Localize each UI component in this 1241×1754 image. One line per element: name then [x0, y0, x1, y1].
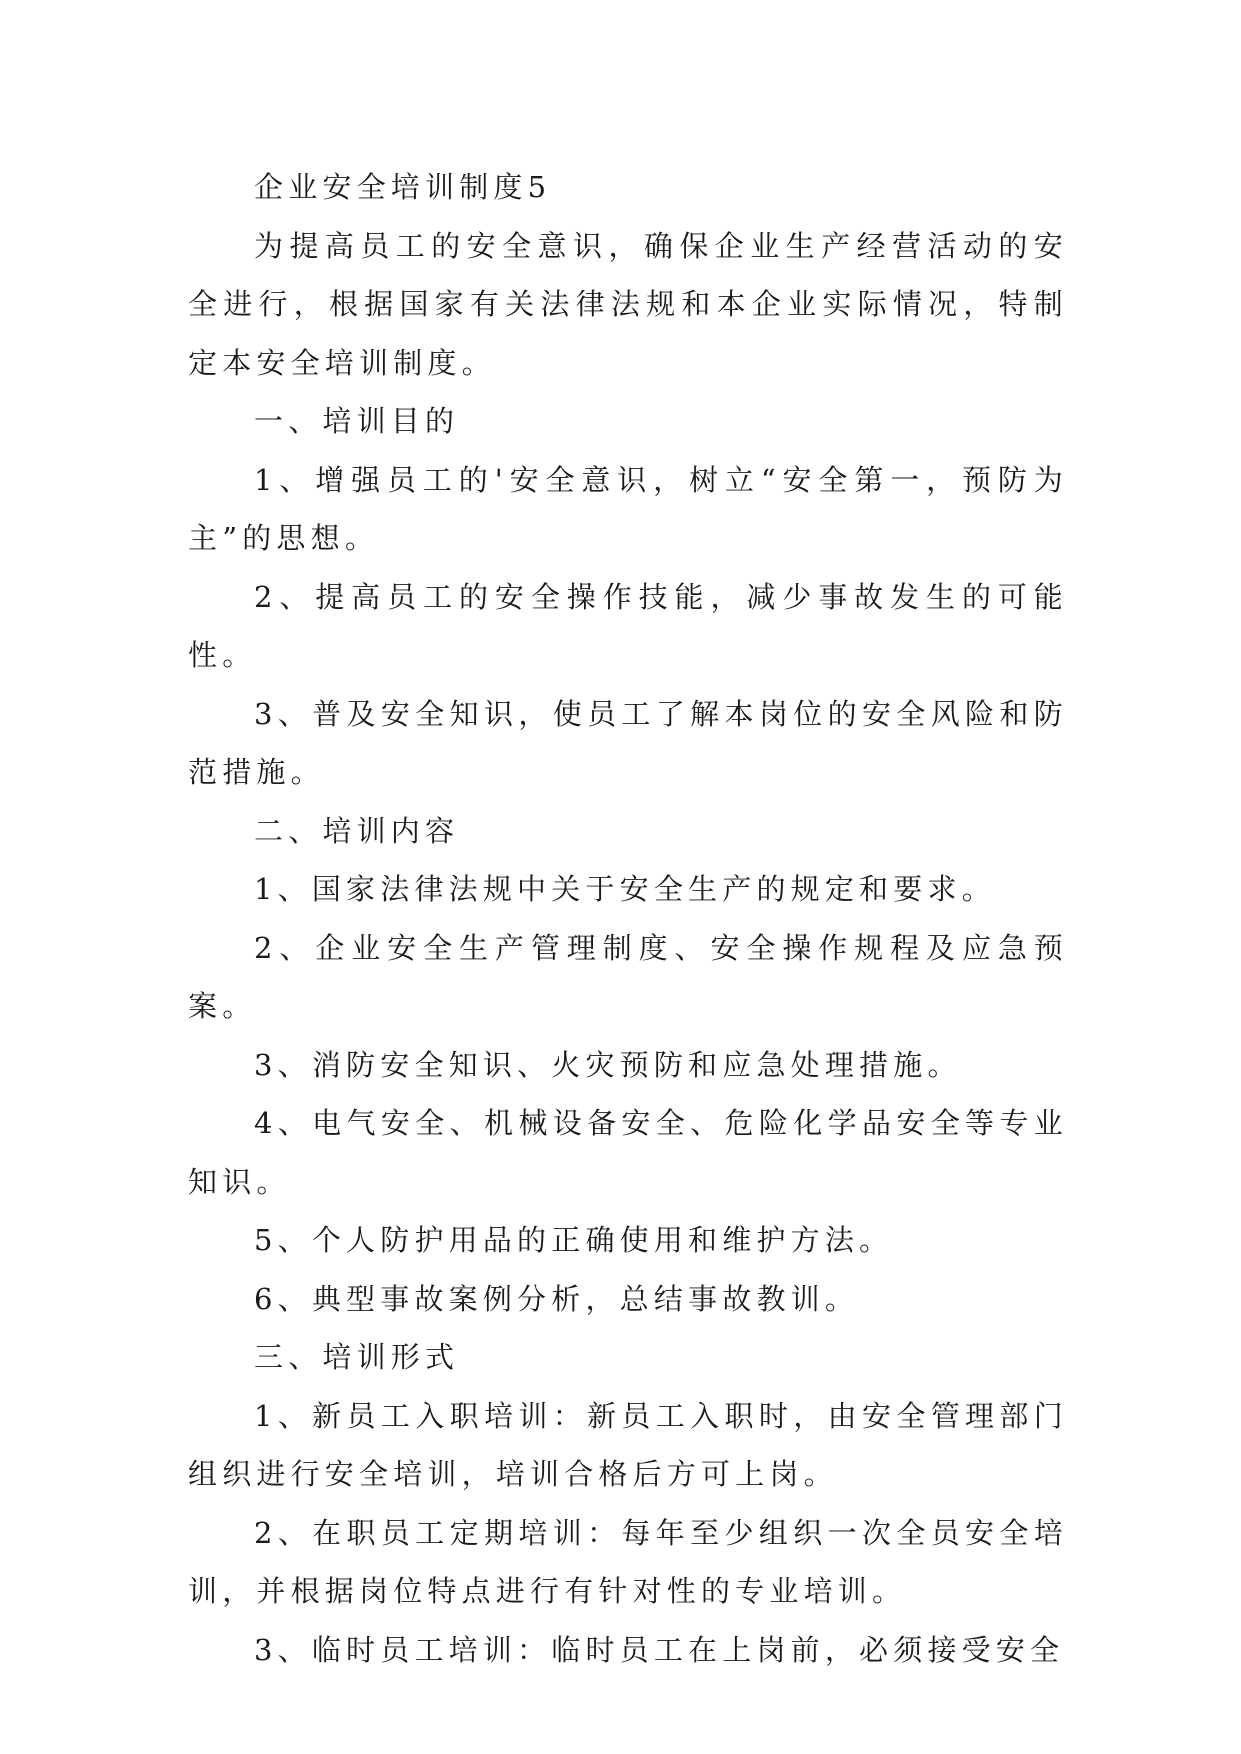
content-item-1: 1、国家法律法规中关于安全生产的规定和要求。 [254, 872, 996, 906]
document-body [188, 158, 1068, 1679]
content-item-2: 2、企业安全生产管理制度、安全操作规程及应急预案。 [188, 930, 1068, 1023]
content-item-4: 4、电气安全、机械设备安全、危险化学品安全等专业知识。 [188, 1106, 1068, 1199]
format-item-2: 2、在职员工定期培训：每年至少组织一次全员安全培训，并根据岗位特点进行有针对性的专业培训。 [188, 1515, 1068, 1608]
intro-paragraph: 为提高员工的安全意识，确保企业生产经营活动的安全进行，根据国家有关法律法规和本企业实际情况，特制定本安全培训制度。 [188, 228, 1068, 380]
content-item-6: 6、典型事故案例分析，总结事故教训。 [254, 1281, 860, 1316]
content-item-5: 5、个人防护用品的正确使用和维护方法。 [254, 1223, 894, 1257]
section-heading-format: 三、培训形式 [254, 1340, 460, 1374]
format-item-3: 3、临时员工培训：临时员工在上岗前，必须接受安全 [254, 1632, 1065, 1667]
purpose-item-2: 2、提高员工的安全操作技能，减少事故发生的可能性。 [188, 579, 1068, 672]
content-item-3: 3、消防安全知识、火灾预防和应急处理措施。 [254, 1047, 962, 1082]
section-heading-purpose: 一、培训目的 [254, 404, 460, 438]
document-title: 企业安全培训制度5 [254, 170, 552, 204]
format-item-1: 1、新员工入职培训：新员工入职时，由安全管理部门组织进行安全培训，培训合格后方可上岗。 [188, 1398, 1068, 1491]
purpose-item-1: 1、增强员工的'安全意识，树立“安全第一，预防为主”的思想。 [188, 462, 1068, 555]
purpose-item-3: 3、普及安全知识，使员工了解本岗位的安全风险和防范措施。 [188, 696, 1068, 789]
section-heading-content: 二、培训内容 [254, 813, 460, 848]
